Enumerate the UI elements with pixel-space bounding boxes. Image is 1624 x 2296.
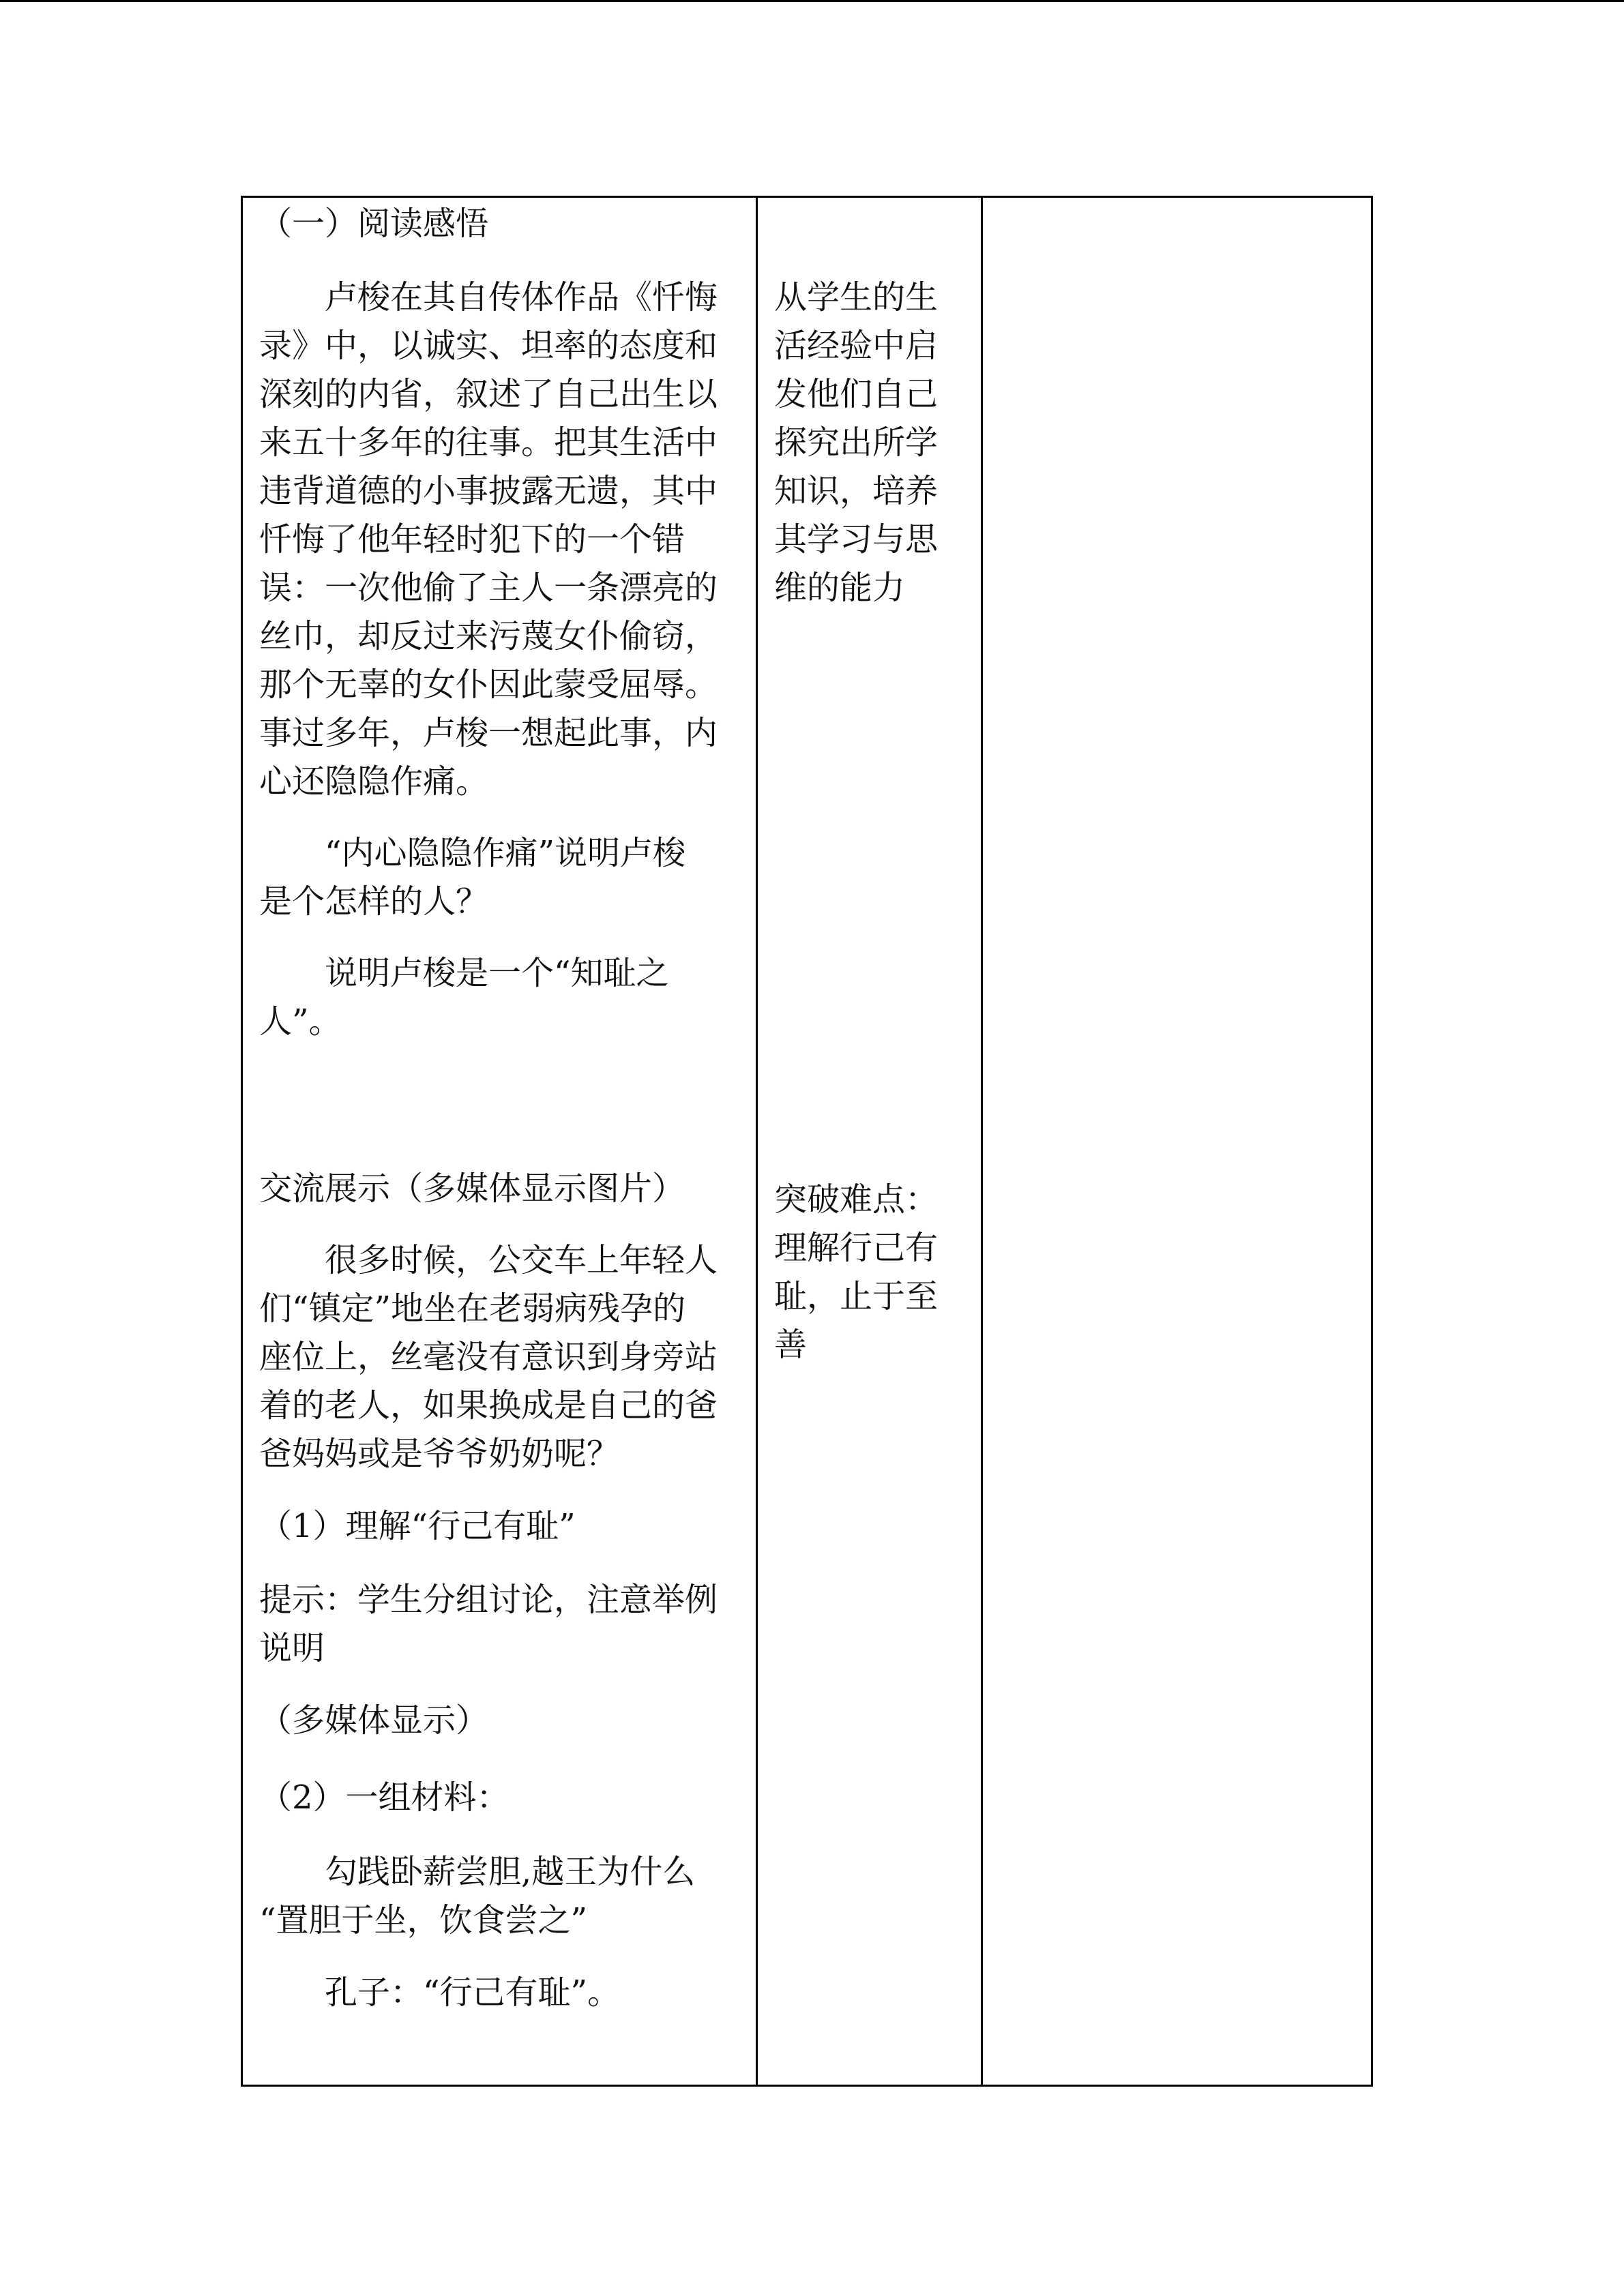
note-line: 探究出所学: [774, 423, 939, 462]
media-note: （多媒体显示）: [259, 1701, 489, 1740]
material-line: 勾践卧薪尝胆,越王为什么: [325, 1853, 696, 1891]
section-heading: 交流展示（多媒体显示图片）: [259, 1169, 685, 1208]
paragraph-line: 事过多年，卢梭一想起此事，内: [259, 714, 718, 752]
material-line: “置胆于坐，饮食尝之”: [259, 1901, 588, 1939]
paragraph-line: 那个无辜的女仆因此蒙受屈辱。: [259, 666, 718, 704]
column-divider: [756, 198, 758, 2085]
question-line: “内心隐隐作痛”说明卢梭: [325, 834, 686, 872]
note-line: 耻，止于至: [774, 1277, 939, 1315]
item-line: （1）理解“行己有耻”: [259, 1507, 576, 1545]
lesson-plan-table: [241, 196, 1373, 2087]
note-line: 知识，培养: [774, 472, 939, 510]
hint-line: 提示：学生分组讨论，注意举例: [259, 1581, 718, 1619]
note-line: 突破难点：: [774, 1180, 939, 1219]
paragraph-line: 违背道德的小事披露无遗，其中: [259, 472, 718, 510]
answer-line: 说明卢梭是一个“知耻之: [325, 954, 669, 992]
teaching-content-column: [259, 198, 748, 2085]
section-heading: （一）阅读感悟: [259, 205, 489, 243]
quote-line: 孔子：“行己有耻”。: [325, 1973, 621, 2012]
note-line: 活经验中启: [774, 327, 939, 365]
note-line: 善: [774, 1326, 808, 1364]
note-line: 理解行己有: [774, 1229, 939, 1267]
paragraph-line: 心还隐隐作痛。: [259, 762, 489, 801]
paragraph-line: 爸妈妈或是爷爷奶奶呢？: [259, 1435, 620, 1473]
column-divider: [981, 198, 983, 2085]
page-top-border: [0, 0, 1624, 2]
paragraph-line: 座位上，丝毫没有意识到身旁站: [259, 1338, 718, 1376]
hint-line: 说明: [259, 1629, 325, 1667]
note-line: 发他们自己: [774, 375, 939, 413]
paragraph-line: 卢梭在其自传体作品《忏悔: [325, 278, 718, 316]
paragraph-line: 着的老人，如果换成是自己的爸: [259, 1386, 718, 1425]
paragraph-line: 们“镇定”地坐在老弱病残孕的: [259, 1289, 686, 1328]
paragraph-line: 误：一次他偷了主人一条漂亮的: [259, 569, 718, 607]
paragraph-line: 深刻的内省，叙述了自己出生以: [259, 375, 718, 413]
paragraph-line: 录》中，以诚实、坦率的态度和: [259, 327, 718, 365]
note-line: 从学生的生: [774, 278, 939, 316]
note-line: 其学习与思: [774, 520, 939, 558]
notes-column: [996, 198, 1364, 2085]
note-line: 维的能力: [774, 569, 906, 607]
question-line: 是个怎样的人？: [259, 882, 489, 921]
paragraph-line: 很多时候，公交车上年轻人: [325, 1241, 718, 1279]
paragraph-line: 丝巾，却反过来污蔑女仆偷窃，: [259, 617, 718, 655]
design-intent-column: [774, 198, 972, 2085]
paragraph-line: 来五十多年的往事。把其生活中: [259, 423, 718, 462]
answer-line: 人”。: [259, 1002, 342, 1041]
item-line: （2）一组材料：: [259, 1778, 510, 1817]
paragraph-line: 忏悔了他年轻时犯下的一个错: [259, 520, 685, 558]
